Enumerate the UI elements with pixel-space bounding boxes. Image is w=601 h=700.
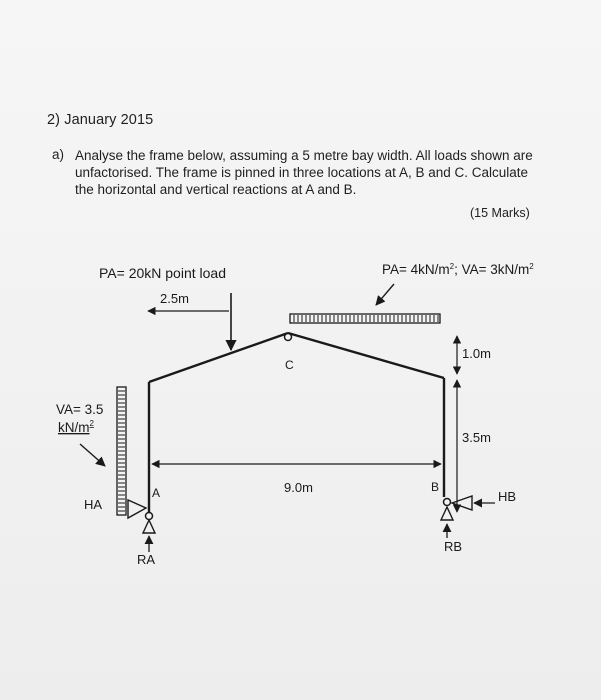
roof-load-pointer (376, 284, 394, 305)
reaction-ra-label: RA (137, 552, 156, 567)
point-load-label: PA= 20kN point load (99, 265, 226, 281)
rise-dim-label: 1.0m (462, 346, 491, 361)
reaction-hb-label: HB (498, 489, 517, 504)
question-part-label: a) (52, 147, 65, 162)
question-heading: 2) January 2015 (47, 112, 154, 128)
node-a-label: A (152, 486, 161, 500)
roof-load-label: $PA= 4kN/m^2$; $VA= 3kN/m^2$ (382, 262, 534, 277)
reaction-ha-label: HA (84, 497, 103, 512)
wall-load-pointer (80, 444, 105, 466)
node-b-label: B (431, 480, 440, 494)
roof-udl-block (290, 314, 440, 323)
point-load-offset-dim: 2.5m (160, 291, 189, 306)
pin-b-icon (444, 499, 451, 506)
wall-load-line1: VA= 3.5 (56, 402, 104, 417)
wall-udl-block (117, 387, 126, 515)
wall-load-line2: $kN/m^2$ (58, 419, 94, 435)
marks-label: (15 Marks) (470, 206, 530, 220)
reaction-rb-label: RB (444, 539, 463, 554)
column-dim-label: 3.5m (462, 430, 491, 445)
span-dim-label: 9.0m (284, 480, 313, 495)
node-c-label: C (285, 358, 294, 372)
pin-c-icon (285, 334, 292, 341)
question-text: Analyse the frame below, assuming a 5 metre bay width. All loads shown are unfactorised. The frame is pinned in three locations at A, B and C. Calculate the horizontal and vertical reactions at A and B. (75, 148, 533, 197)
